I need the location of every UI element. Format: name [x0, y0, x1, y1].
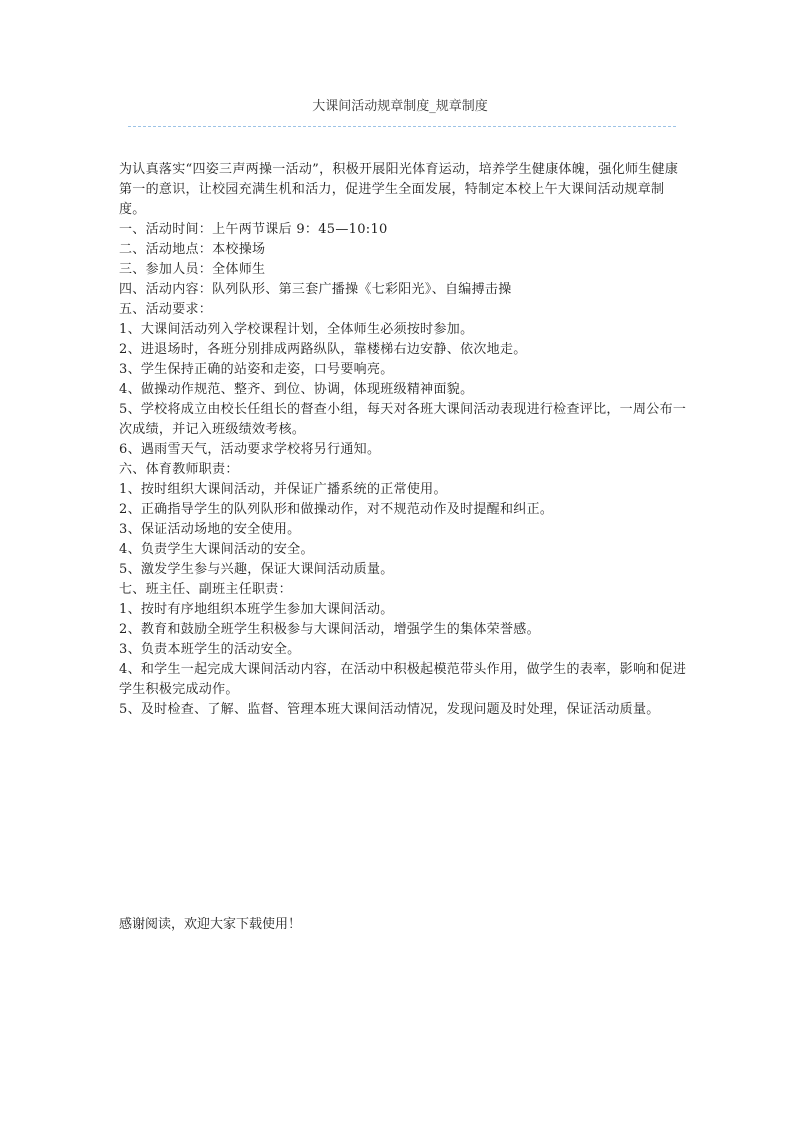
homeroom-duty-item: 2、教育和鼓励全班学生积极参与大课间活动，增强学生的集体荣誉感。: [119, 622, 540, 637]
section-participants: 三、参加人员：全体师生: [119, 262, 266, 277]
requirement-item: 2、进退场时，各班分别排成两路纵队，靠楼梯右边安静、依次地走。: [119, 342, 527, 357]
requirement-item: 5、学校将成立由校长任组长的督查小组，每天对各班大课间活动表现进行检查评比，一周公布一次成绩，并记入班级绩效考核。: [119, 402, 687, 437]
homeroom-duty-item: 1、按时有序地组织本班学生参加大课间活动。: [119, 602, 394, 617]
pe-teacher-duty-item: 2、正确指导学生的队列队形和做操动作，对不规范动作及时提醒和纠正。: [119, 502, 554, 517]
section-requirements-heading: 五、活动要求：: [119, 302, 213, 317]
pe-teacher-duty-item: 4、负责学生大课间活动的安全。: [119, 542, 314, 557]
pe-teacher-duty-item: 5、激发学生参与兴趣，保证大课间活动质量。: [119, 562, 394, 577]
section-time: 一、活动时间：上午两节课后 9：45—10:10: [119, 222, 388, 237]
homeroom-duty-item: 3、负责本班学生的活动安全。: [119, 642, 301, 657]
section-pe-teacher-heading: 六、体育教师职责：: [119, 462, 239, 477]
document-body: [119, 160, 689, 720]
page-title: 大课间活动规章制度_规章制度: [312, 99, 488, 114]
section-content: 四、活动内容：队列队形、第三套广播操《七彩阳光》、自编搏击操: [119, 282, 512, 297]
section-location: 二、活动地点：本校操场: [119, 242, 266, 257]
section-homeroom-heading: 七、班主任、副班主任职责：: [119, 582, 292, 597]
title-divider: [128, 126, 676, 127]
requirement-item: 1、大课间活动列入学校课程计划，全体师生必须按时参加。: [119, 322, 474, 337]
requirement-item: 6、遇雨雪天气，活动要求学校将另行通知。: [119, 442, 381, 457]
pe-teacher-duty-item: 1、按时组织大课间活动，并保证广播系统的正常使用。: [119, 482, 447, 497]
requirement-item: 3、学生保持正确的站姿和走姿，口号要响亮。: [119, 362, 394, 377]
closing-note: 感谢阅读，欢迎大家下载使用！: [119, 917, 302, 932]
requirement-item: 4、做操动作规范、整齐、到位、协调，体现班级精神面貌。: [119, 382, 474, 397]
homeroom-duty-item: 5、及时检查、了解、监督、管理本班大课间活动情况，发现问题及时处理，保证活动质量。: [119, 702, 660, 717]
pe-teacher-duty-item: 3、保证活动场地的安全使用。: [119, 522, 301, 537]
intro-paragraph: 为认真落实“四姿三声两操一活动”，积极开展阳光体育运动，培养学生健康体魄，强化师生健康第一的意识，让校园充满生机和活力，促进学生全面发展，特制定本校上午大课间活动规章制度。: [119, 162, 679, 217]
homeroom-duty-item: 4、和学生一起完成大课间活动内容，在活动中积极起模范带头作用，做学生的表率，影响和促进学生积极完成动作。: [119, 662, 687, 697]
